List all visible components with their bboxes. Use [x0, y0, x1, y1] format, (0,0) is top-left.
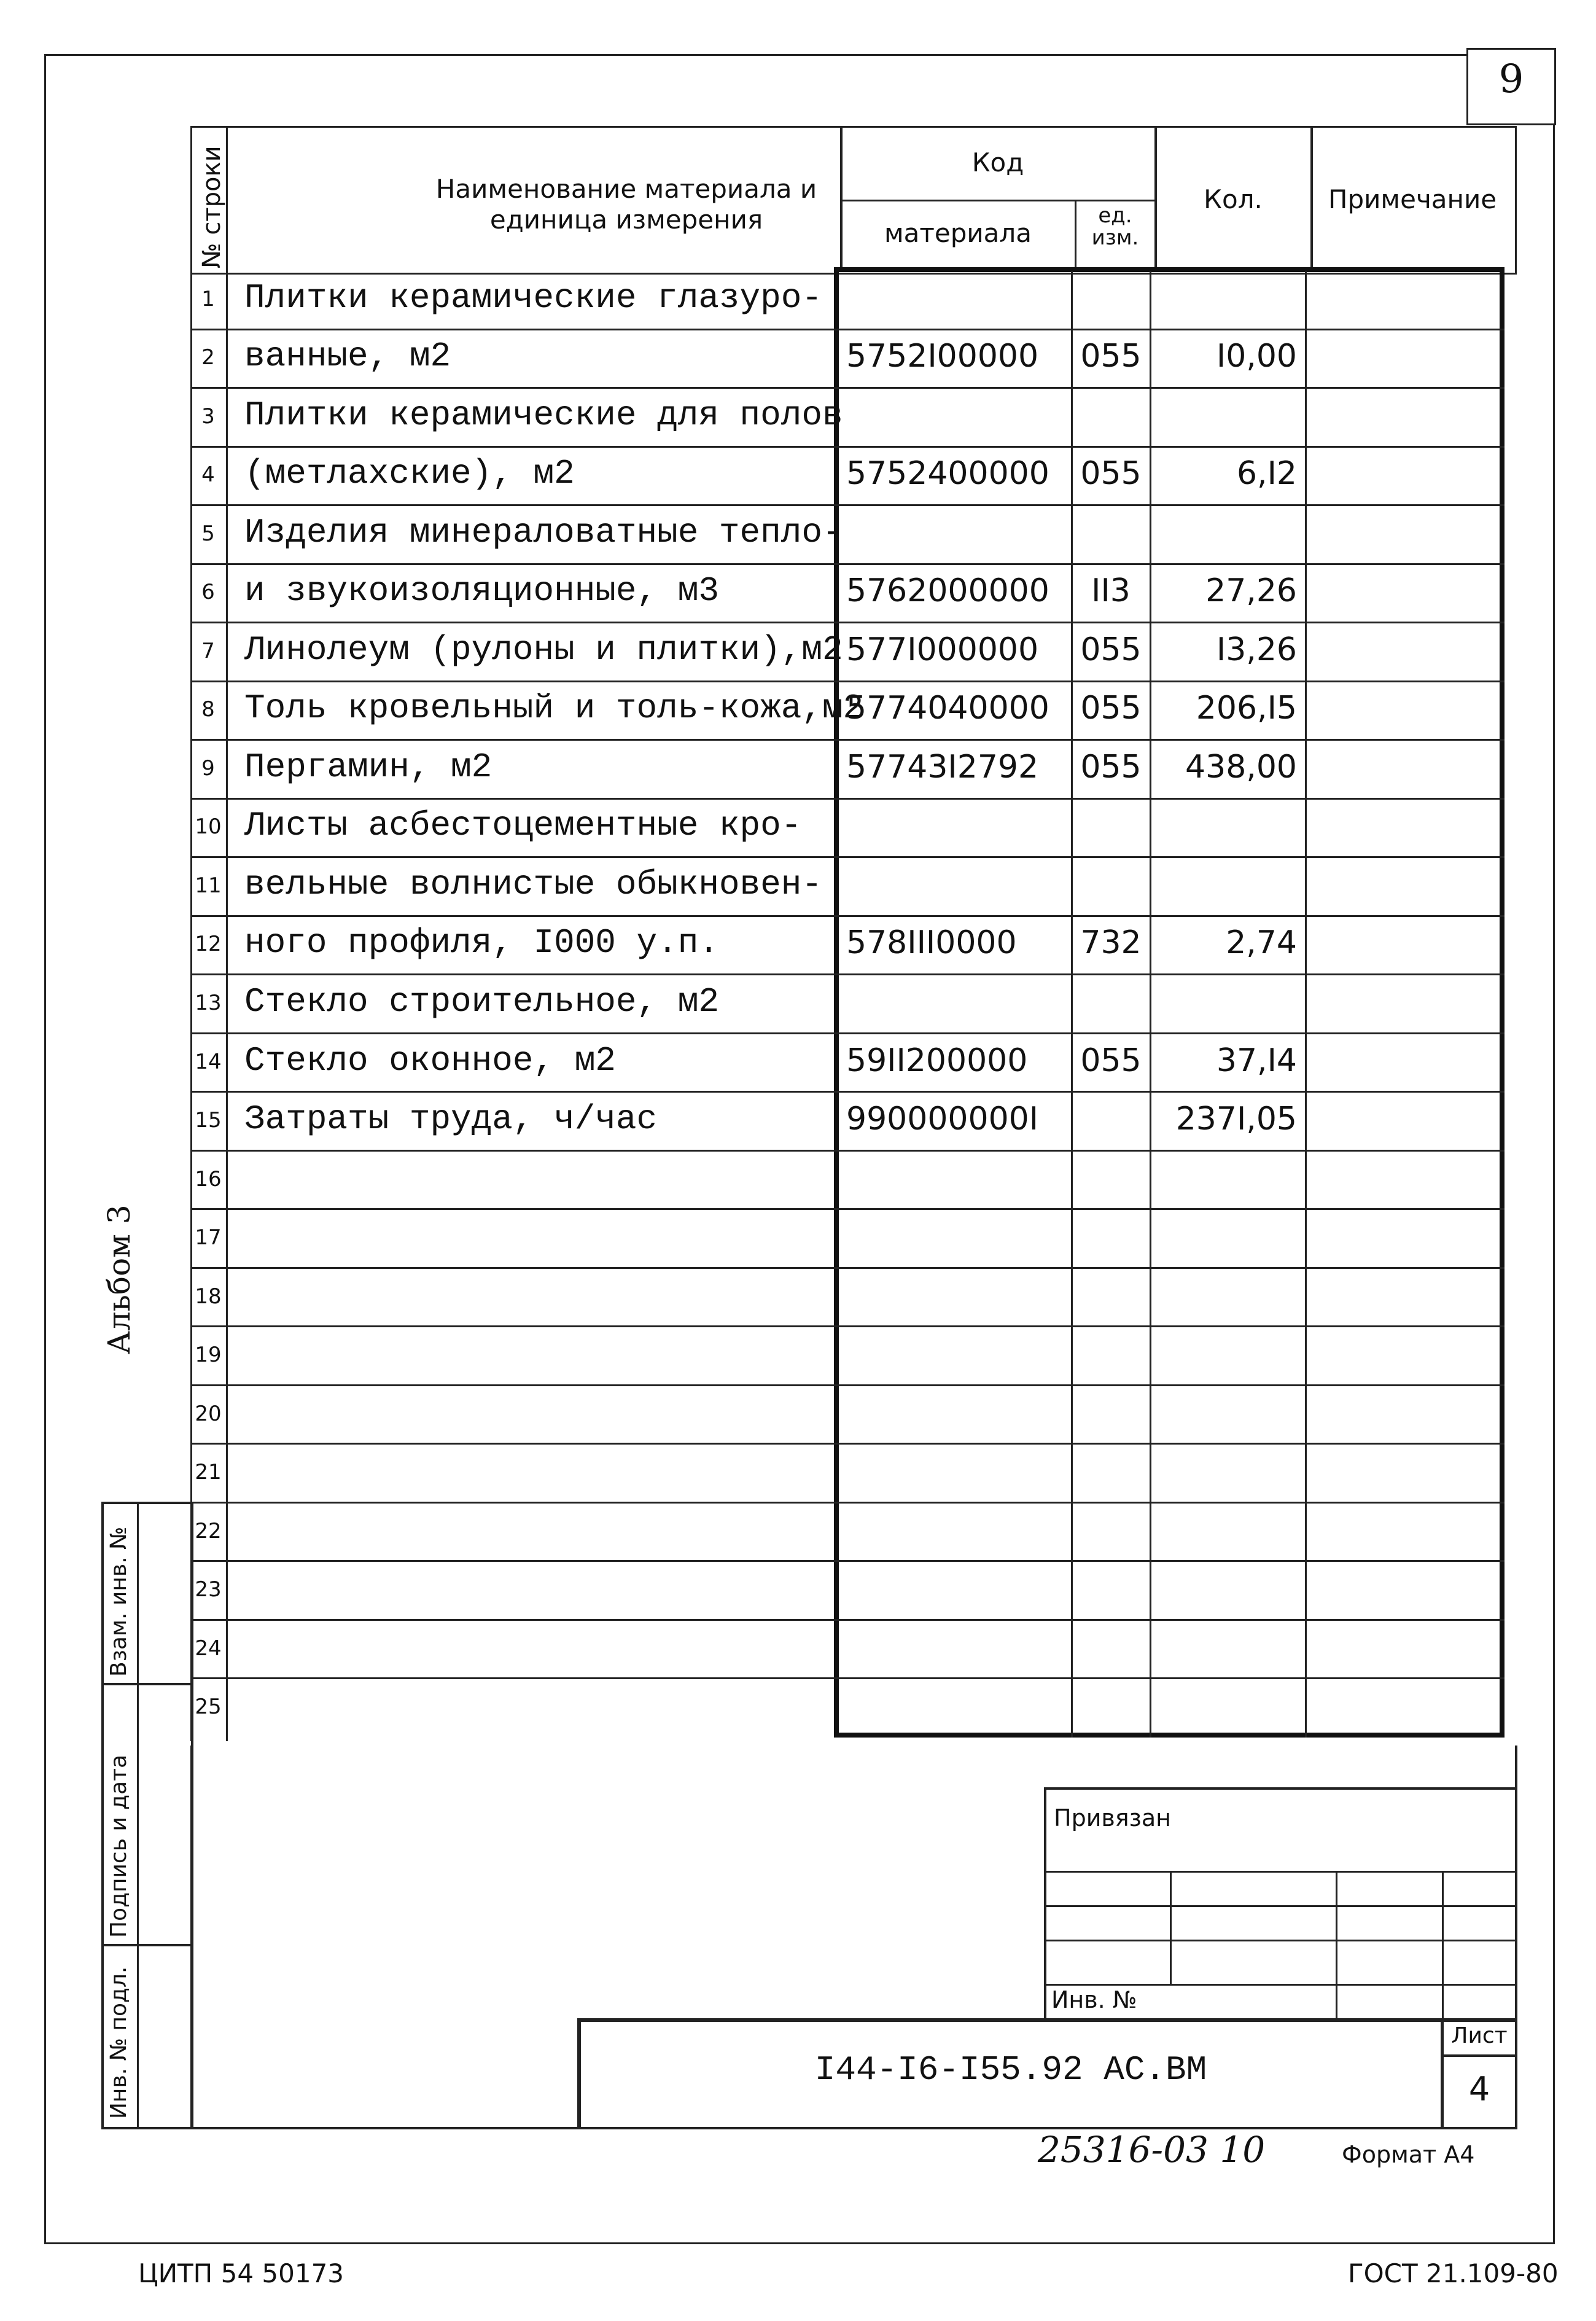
material-name: Пергамин, м2: [244, 747, 492, 787]
material-name: Толь кровельный и толь-кожа,м2: [244, 688, 864, 728]
row-number: 14: [195, 1049, 222, 1074]
material-name: и звукоизоляционные, м3: [244, 571, 719, 611]
row-number: 1: [201, 286, 215, 311]
material-name: (метлахские), м2: [244, 454, 575, 494]
header-row-no: № строки: [198, 146, 226, 268]
row-number: 24: [195, 1636, 222, 1661]
material-name: Стекло строительное, м2: [244, 981, 719, 1021]
table-row: [190, 975, 1505, 1034]
quantity: 2,74: [1226, 924, 1297, 962]
row-number: 23: [195, 1577, 222, 1602]
quantity: 27,26: [1205, 572, 1297, 610]
table-row: [190, 564, 1505, 623]
header-unit: [1076, 205, 1154, 249]
material-code: 59II200000: [846, 1042, 1028, 1079]
side-stamp: [101, 1502, 192, 2128]
material-code: 5774040000: [846, 690, 1049, 727]
sheet-value: 4: [1468, 2070, 1490, 2108]
row-number: 2: [201, 345, 215, 370]
table-body: [190, 271, 1513, 1741]
row-number: 7: [201, 638, 215, 663]
unit-code: 055: [1080, 338, 1142, 375]
table-row: [190, 330, 1505, 389]
material-name: Стекло оконное, м2: [244, 1040, 616, 1080]
table-row: [190, 682, 1505, 741]
row-number: 13: [195, 990, 222, 1015]
unit-code: II3: [1091, 572, 1131, 610]
table-row: [190, 1503, 1505, 1562]
table-row: [190, 1561, 1505, 1620]
unit-code: 055: [1080, 455, 1142, 493]
footer-left-code: ЦИТП 54 50173: [138, 2258, 345, 2288]
row-number: 18: [195, 1284, 222, 1309]
table-row: [190, 271, 1505, 330]
table-row: [190, 1092, 1505, 1151]
quantity: 237I,05: [1175, 1101, 1297, 1138]
material-code: 577I000000: [846, 631, 1039, 668]
privyazan-label: Привязан: [1054, 1804, 1171, 1831]
vzam-inv-label: Взам. инв. №: [106, 1526, 131, 1677]
inv-podl-label: Инв. № подл.: [106, 1966, 131, 2119]
sheet-label: Лист: [1451, 2023, 1508, 2048]
header-qty: Кол.: [1204, 184, 1263, 214]
table-row: [190, 916, 1505, 975]
material-name: вельные волнистые обыкновен-: [244, 864, 822, 904]
header-name-line2: единица измерения: [489, 205, 763, 235]
row-number: 16: [195, 1166, 222, 1192]
material-name: Затраты труда, ч/час: [244, 1099, 658, 1139]
table-row: [190, 447, 1505, 506]
material-name: Плитки керамические глазуро-: [244, 278, 822, 318]
unit-code: 055: [1080, 631, 1142, 668]
row-number: 12: [195, 932, 222, 957]
row-number: 25: [195, 1695, 222, 1720]
quantity: 37,I4: [1216, 1042, 1297, 1079]
handwritten-number: 25316-03 10: [1038, 2129, 1266, 2171]
material-name: Линолеум (рулоны и плитки),м2: [244, 630, 843, 669]
row-number: 10: [195, 814, 222, 840]
material-name: ного профиля, I000 у.п.: [244, 923, 719, 963]
quantity: I3,26: [1216, 631, 1297, 668]
table-row: [190, 623, 1505, 682]
material-name: ванные, м2: [244, 337, 451, 376]
format-label: Формат А4: [1342, 2141, 1475, 2168]
row-number: 15: [195, 1108, 222, 1133]
unit-code: 055: [1080, 748, 1142, 786]
page-number: 9: [1498, 57, 1524, 102]
header-code: Код: [971, 147, 1024, 177]
header-unit-line1: ед.: [1098, 203, 1132, 228]
album-label: Альбом 3: [101, 1204, 137, 1354]
material-code: 5752400000: [846, 455, 1049, 493]
footer-gost: ГОСТ 21.109-80: [1348, 2258, 1559, 2288]
header-material: материала: [884, 218, 1032, 248]
table-row: [190, 857, 1505, 916]
row-number: 8: [201, 697, 215, 722]
table-row: [190, 1268, 1505, 1327]
table-row: [190, 1444, 1505, 1503]
row-number: 17: [195, 1225, 222, 1250]
table-row: [190, 1327, 1505, 1386]
unit-code: 732: [1080, 924, 1142, 962]
materials-table: [190, 126, 1517, 1741]
quantity: 6,I2: [1236, 455, 1297, 493]
table-row: [190, 740, 1505, 799]
material-code: 57743I2792: [846, 748, 1039, 786]
table-row: [190, 1209, 1505, 1268]
inv-no-label: Инв. №: [1051, 1986, 1137, 2013]
row-number: 21: [195, 1460, 222, 1485]
row-number: 9: [201, 755, 215, 781]
header-name-line1: Наименование материала и: [435, 174, 817, 204]
material-code: 5752I00000: [846, 338, 1039, 375]
table-row: [190, 1620, 1505, 1679]
podpis-data-label: Подпись и дата: [106, 1754, 131, 1938]
material-code: 990000000I: [846, 1101, 1039, 1138]
row-number: 5: [201, 521, 215, 546]
row-number: 3: [201, 404, 215, 429]
unit-code: 055: [1080, 690, 1142, 727]
quantity: 206,I5: [1196, 690, 1297, 727]
material-name: Плитки керамические для полов: [244, 395, 843, 435]
table-row: [190, 1034, 1505, 1093]
row-number: 6: [201, 580, 215, 605]
material-name: Изделия минераловатные тепло-: [244, 512, 843, 552]
material-code: 5762000000: [846, 572, 1049, 610]
row-number: 19: [195, 1343, 222, 1368]
quantity: 438,00: [1185, 748, 1297, 786]
table-row: [190, 1151, 1505, 1210]
table-row: [190, 1679, 1505, 1738]
header-unit-line2: изм.: [1091, 225, 1139, 250]
quantity: I0,00: [1216, 338, 1297, 375]
row-number: 11: [195, 873, 222, 898]
row-number: 20: [195, 1401, 222, 1426]
material-code: 578III0000: [846, 924, 1017, 962]
document-designation: I44-I6-I55.92 АС.ВМ: [814, 2050, 1207, 2089]
table-row: [190, 1386, 1505, 1445]
table-row: [190, 388, 1505, 447]
material-name: Листы асбестоцементные кро-: [244, 806, 802, 846]
table-row: [190, 505, 1505, 564]
unit-code: 055: [1080, 1042, 1142, 1079]
header-note: Примечание: [1328, 184, 1497, 214]
table-row: [190, 799, 1505, 858]
row-number: 22: [195, 1518, 222, 1543]
row-number: 4: [201, 462, 215, 488]
